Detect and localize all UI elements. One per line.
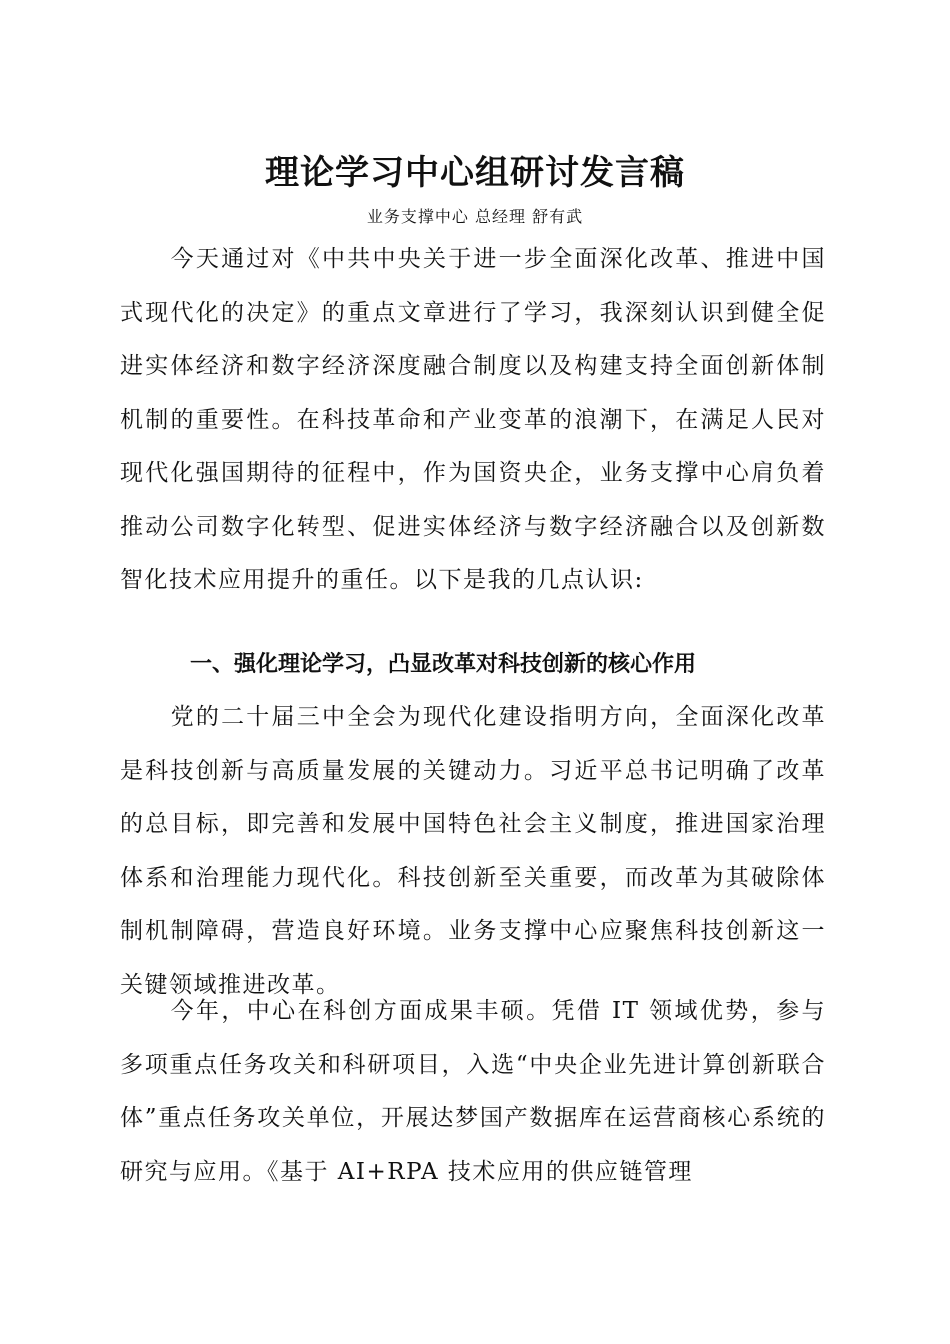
document-author-line: 业务支撑中心 总经理 舒有武 [366,207,584,226]
intro-paragraph: 今天通过对《中共中央关于进一步全面深化改革、推进中国式现代化的决定》的重点文章进行了学习，我深刻认识到健全促进实体经济和数字经济深度融合制度以及构建支持全面创新体制机制的重要性。在科技革命和产业变革的浪潮下，在满足人民对现代化强国期待的征程中，作为国资央企，业务支撑中心肩负着推动公司数字化转型、促进实体经济与数字经济融合以及创新数智化技术应用提升的重任。以下是我的几点认识: [120,246,826,593]
section-heading: 一、强化理论学习，凸显改革对科技创新的核心作用 [190,652,697,677]
body-paragraph: 党的二十届三中全会为现代化建设指明方向，全面深化改革是科技创新与高质量发展的关键动力。习近平总书记明确了改革的总目标，即完善和发展中国特色社会主义制度，推进国家治理体系和治理能力现代化。科技创新至关重要，而改革为其破除体制机制障碍，营造良好环境。业务支撑中心应聚焦科技创新这一关键领域推进改革。 [120,704,826,998]
body-paragraph: 今年，中心在科创方面成果丰硕。凭借 IT 领域优势，参与多项重点任务攻关和科研项目，入选“中央企业先进计算创新联合体”重点任务攻关单位，开展达梦国产数据库在运营商核心系统的研究与应用。《基于 AI+RPA 技术应用的供应链管理 [120,998,826,1185]
document-title: 理论学习中心组研讨发言稿 [265,153,685,193]
